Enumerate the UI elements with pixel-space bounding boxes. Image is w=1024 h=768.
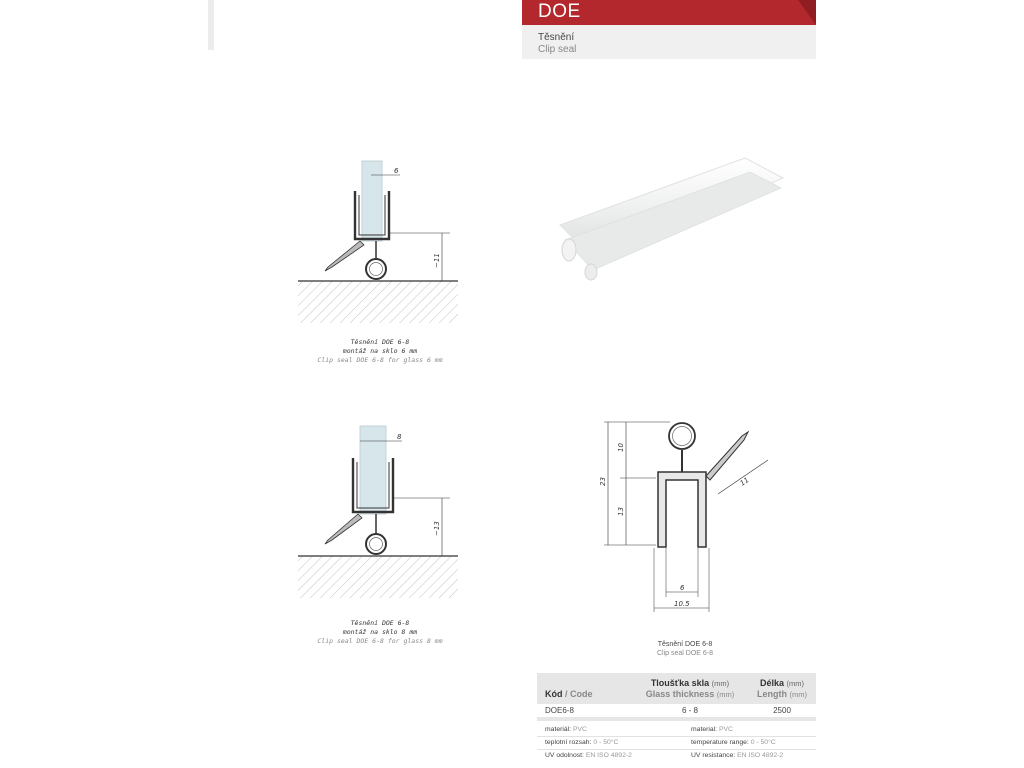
dim-outer-label: 10.5 [674, 600, 690, 608]
installation-drawing-8mm [290, 420, 470, 600]
glass-panel [360, 426, 386, 514]
page-edge-strip [208, 0, 214, 50]
col-glass-en: Glass thickness [645, 689, 715, 699]
dim-bottom-label: 13 [617, 507, 625, 516]
col-glass-header [625, 678, 755, 700]
dim-height-label: ~11 [433, 253, 441, 268]
drawing1-caption-line1: Těsnění DOE 6-8 [350, 338, 410, 346]
col-length-en: Length [756, 689, 787, 699]
profile-bulb [669, 423, 695, 449]
col-code-en: Code [570, 689, 593, 699]
dim-width-label: 8 [397, 433, 402, 441]
drawing2-caption-line1: Těsnění DOE 6-8 [350, 619, 410, 627]
col-length-cz-unit: (mm) [786, 679, 805, 688]
drawing1-caption-line3: Clip seal DOE 6-8 for glass 6 mm [317, 356, 443, 364]
col-glass-cz: Tloušťka skla [650, 678, 710, 688]
subtitle-en: Clip seal [538, 44, 577, 55]
spec-table-header [537, 673, 816, 704]
col-length-en-unit: (mm) [789, 690, 807, 699]
col-code-cz: Kód [545, 689, 563, 699]
col-code-sep: / [562, 689, 571, 699]
prop-material-cz: materiál: PVC [545, 726, 587, 733]
subtitle-band [522, 25, 816, 59]
dim-width-label: 6 [394, 167, 399, 175]
prop-temp-cz: teplotní rozsah: 0 - 50°C [545, 739, 619, 746]
title-band [522, 0, 816, 25]
product-photo [545, 150, 795, 290]
seal-lip [325, 514, 362, 544]
prop-uv-en: UV resistance: EN ISO 4892-2 [691, 752, 784, 759]
glass-panel [362, 161, 382, 241]
floor-hatch [298, 556, 458, 598]
col-glass-cz-unit: (mm) [711, 679, 730, 688]
prop-temp-en: temperature range: 0 - 50°C [691, 739, 776, 746]
prop-uv-cz: UV odolnost: EN ISO 4892-2 [545, 752, 632, 759]
row-length: 2500 [773, 706, 791, 715]
drawing1-caption [300, 338, 460, 365]
profile-clip [658, 472, 706, 547]
drawing2-caption [300, 619, 460, 646]
profile-lip [706, 432, 748, 480]
dim-lip-label: 11 [738, 476, 751, 488]
table-divider [537, 717, 816, 721]
dim-top-label: 10 [617, 443, 625, 452]
drawing1-caption-line2: montáž na sklo 6 mm [342, 347, 418, 355]
col-code-header [545, 689, 593, 699]
prop-separator [537, 736, 816, 737]
photo-seal-bulb [585, 264, 597, 280]
dim-height-label: ~13 [433, 521, 441, 536]
row-glass: 6 - 8 [681, 706, 698, 715]
title-band-corner [798, 0, 816, 25]
col-length-cz: Délka [759, 678, 784, 688]
seal-bulb [366, 259, 386, 279]
col-glass-en-unit: (mm) [716, 690, 735, 699]
seal-bulb [366, 534, 386, 554]
profile-caption-cz: Těsnění DOE 6-8 [657, 641, 713, 648]
drawing2-caption-line2: montáž na sklo 8 mm [342, 628, 418, 636]
profile-caption-en: Clip seal DOE 6-8 [656, 650, 714, 657]
installation-drawing-6mm [290, 155, 470, 330]
page-title: DOE [538, 1, 581, 22]
dim-total-label: 23 [599, 477, 607, 486]
profile-caption [620, 640, 750, 658]
drawing2-caption-line3: Clip seal DOE 6-8 for glass 8 mm [317, 637, 443, 645]
prop-material-en: material: PVC [691, 726, 733, 733]
dim-inner-label: 6 [680, 584, 685, 592]
prop-separator [537, 749, 816, 750]
seal-lip [325, 241, 364, 271]
subtitle-cz: Těsnění [538, 32, 575, 43]
col-length-header [749, 678, 815, 700]
profile-cross-section [590, 412, 790, 617]
photo-seal-end [562, 239, 576, 261]
floor-hatch [298, 281, 458, 323]
row-code: DOE6-8 [545, 706, 574, 715]
